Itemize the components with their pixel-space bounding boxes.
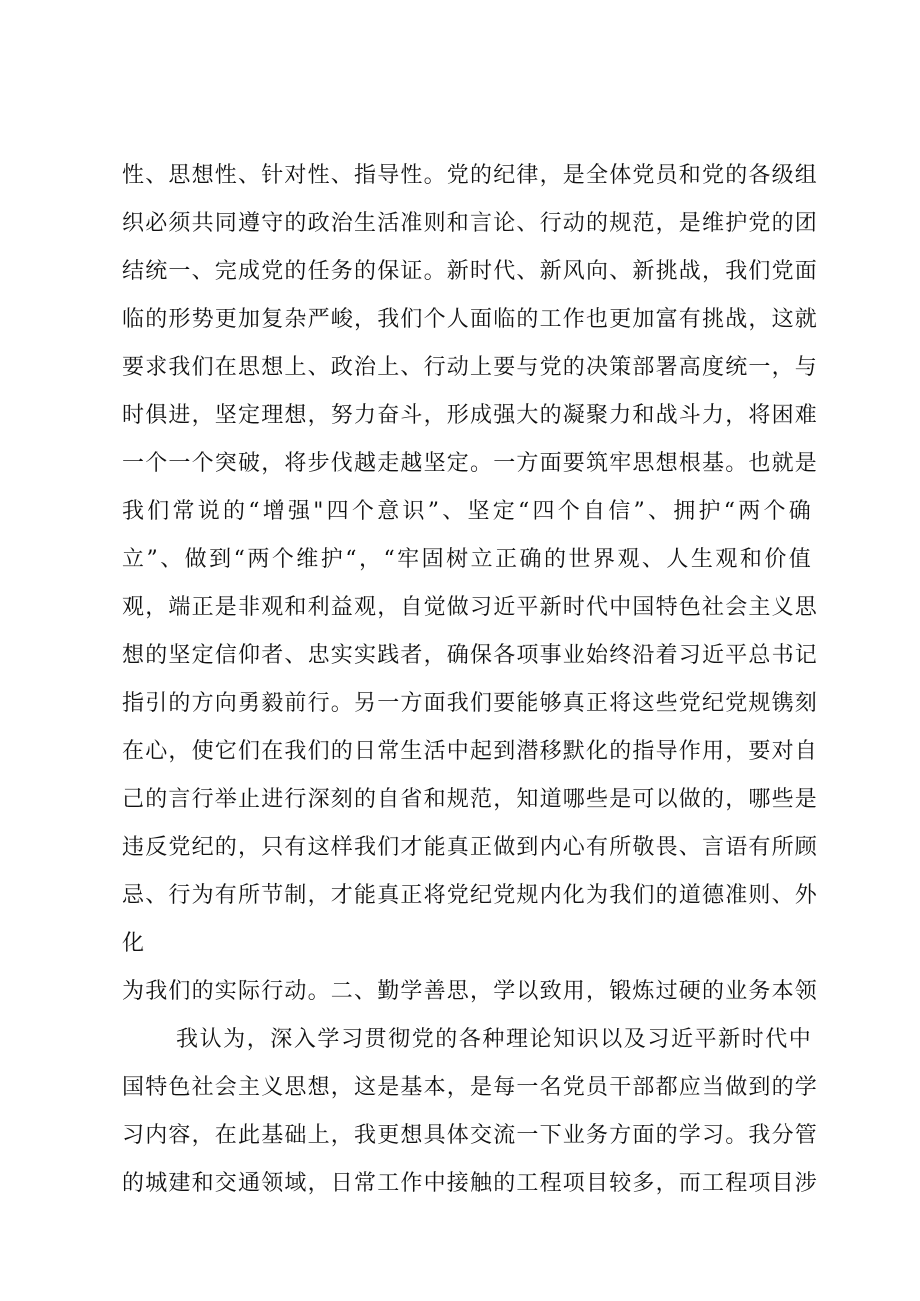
text-line: 己的言行举止进行深刻的自省和规范，知道哪些是可以做的，哪些是 [122, 787, 819, 812]
text-line: 的城建和交通领域，日常工作中接触的工程项目较多，而工程项目涉 [122, 1171, 819, 1196]
text-line: 我们常说的“增强"四个意识”、坚定“四个自信”、拥护“两个确 [122, 499, 812, 524]
section-heading-line: 为我们的实际行动。二、勤学善思，学以致用，锻炼过硬的业务本领 [122, 979, 819, 1004]
text-line: 指引的方向勇毅前行。另一方面我们要能够真正将这些党纪党规镌刻 [122, 691, 819, 716]
text-line: 化 [122, 931, 146, 956]
text-line: 观，端正是非观和利益观，自觉做习近平新时代中国特色社会主义思 [122, 595, 819, 620]
text-line: 立”、做到“两个维护“，“牢固树立正确的世界观、人生观和价值 [122, 547, 812, 572]
text-line: 结统一、完成党的任务的保证。新时代、新风向、新挑战，我们党面 [122, 259, 819, 284]
text-line: 想的坚定信仰者、忠实实践者，确保各项事业始终沿着习近平总书记 [122, 643, 819, 668]
text-line: 习内容，在此基础上，我更想具体交流一下业务方面的学习。我分管 [122, 1123, 819, 1148]
text-line: 时俱进，坚定理想，努力奋斗，形成强大的凝聚力和战斗力，将困难 [122, 403, 819, 428]
text-line: 在心，使它们在我们的日常生活中起到潜移默化的指导作用，要对自 [122, 739, 819, 764]
text-line: 临的形势更加复杂严峻，我们个人面临的工作也更加富有挑战，这就 [122, 307, 819, 332]
text-line: 要求我们在思想上、政治上、行动上要与党的决策部署高度统一，与 [122, 355, 819, 380]
text-line: 违反党纪的，只有这样我们才能真正做到内心有所敬畏、言语有所顾 [122, 835, 819, 860]
paragraph-first-line: 我认为，深入学习贯彻党的各种理论知识以及习近平新时代中 [176, 1027, 812, 1052]
body-text [122, 152, 819, 1208]
text-line: 性、思想性、针对性、指导性。党的纪律，是全体党员和党的各级组 [122, 163, 819, 188]
text-line: 国特色社会主义思想，这是基本，是每一名党员干部都应当做到的学 [122, 1075, 819, 1100]
text-line: 一个一个突破，将步伐越走越坚定。一方面要筑牢思想根基。也就是 [122, 451, 819, 476]
text-line: 忌、行为有所节制，才能真正将党纪党规内化为我们的道德准则、外 [122, 883, 819, 908]
text-line: 织必须共同遵守的政治生活准则和言论、行动的规范，是维护党的团 [122, 211, 819, 236]
